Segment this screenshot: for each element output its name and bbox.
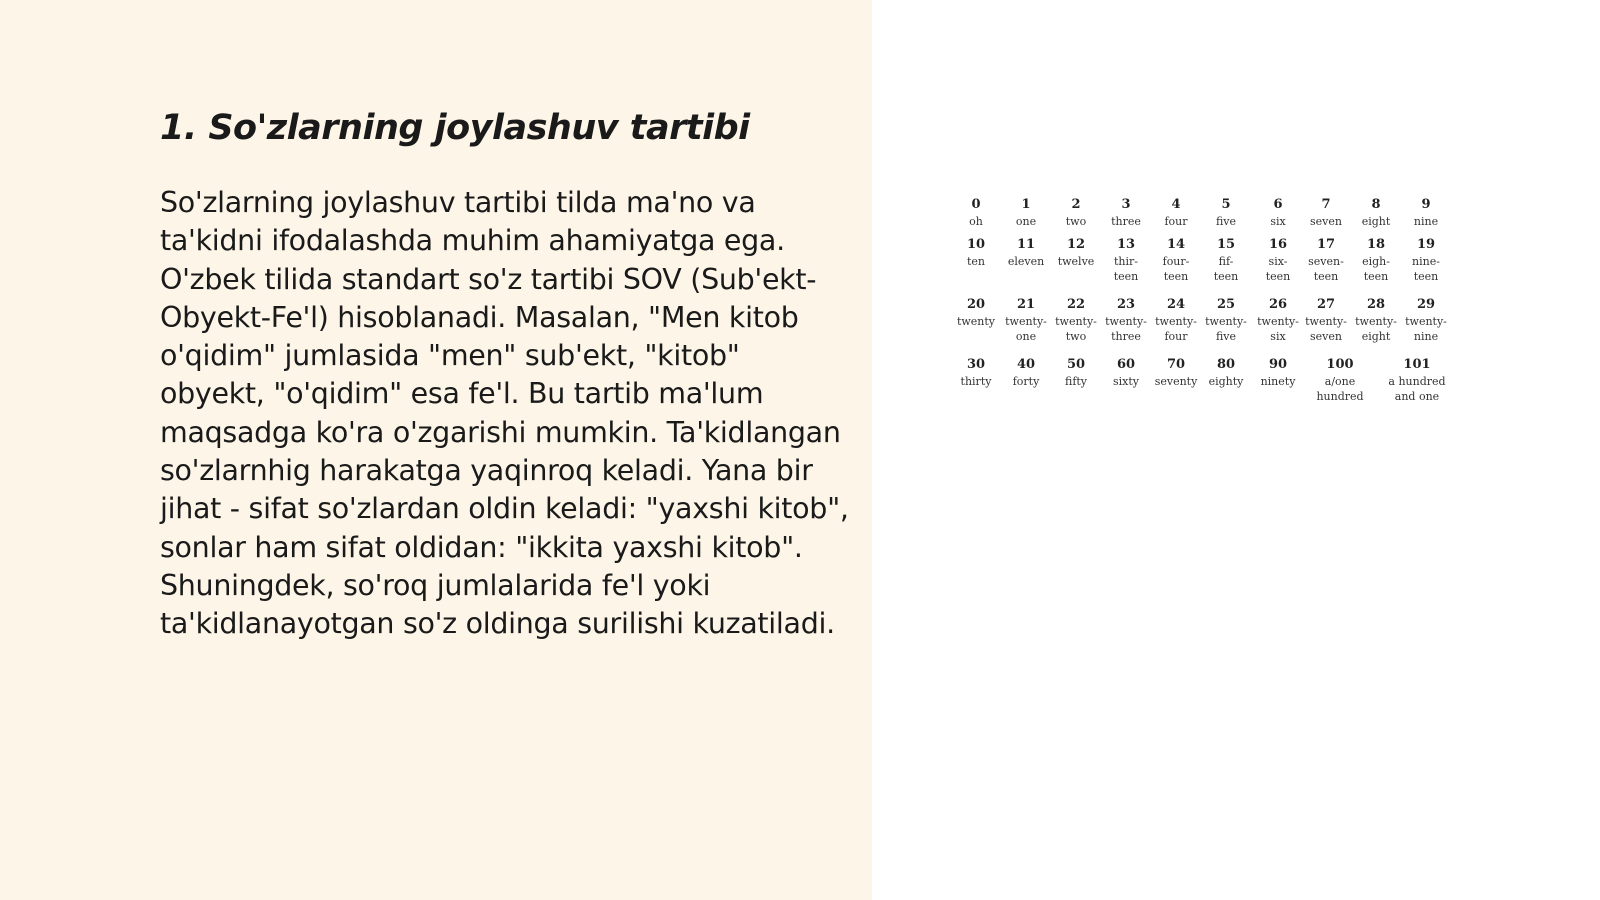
number-digit: 21: [1016, 297, 1036, 312]
number-digit: 101: [1403, 357, 1431, 372]
number-cell: [1209, 356, 1244, 389]
number-cell: [961, 356, 992, 389]
number-word: four-: [1162, 255, 1190, 268]
number-digit: 18: [1366, 237, 1386, 252]
number-digit: 7: [1321, 197, 1331, 212]
number-word: thirty: [960, 375, 992, 388]
number-word: two: [1065, 330, 1087, 343]
number-word: ninety: [1260, 375, 1296, 388]
number-word: eight: [1361, 330, 1391, 343]
number-digit: 15: [1216, 237, 1236, 252]
number-digit: 9: [1421, 197, 1431, 212]
number-word: nine-: [1412, 255, 1440, 268]
number-cell: [1205, 296, 1247, 344]
number-digit: 26: [1268, 297, 1288, 312]
number-word: and one: [1394, 390, 1440, 403]
number-cell: [1155, 356, 1198, 389]
number-cell: [1164, 196, 1187, 229]
number-digit: 90: [1268, 357, 1288, 372]
number-digit: 8: [1371, 197, 1381, 212]
number-cell: [1316, 356, 1363, 404]
number-cell: [1308, 236, 1344, 284]
number-digit: 2: [1071, 197, 1081, 212]
number-word: sixty: [1112, 375, 1140, 388]
number-digit: 17: [1316, 237, 1336, 252]
number-digit: 80: [1216, 357, 1236, 372]
number-cell: [1310, 196, 1342, 229]
number-word: thir-: [1114, 255, 1138, 268]
number-digit: 40: [1016, 357, 1036, 372]
number-word: two: [1065, 215, 1087, 228]
number-digit: 1: [1021, 197, 1031, 212]
number-digit: 27: [1316, 297, 1336, 312]
number-digit: 4: [1171, 197, 1181, 212]
number-cell: [1113, 356, 1139, 389]
number-word: teen: [1265, 270, 1291, 283]
number-cell: [967, 236, 985, 269]
number-word: teen: [1313, 270, 1339, 283]
number-cell: [1414, 196, 1438, 229]
number-cell: [1016, 196, 1036, 229]
number-word: teen: [1213, 270, 1239, 283]
number-digit: 6: [1273, 197, 1283, 212]
number-digit: 28: [1366, 297, 1386, 312]
number-cell: [1388, 356, 1445, 404]
number-word: twelve: [1057, 255, 1095, 268]
number-digit: 19: [1416, 237, 1436, 252]
number-word: one: [1015, 330, 1037, 343]
number-cell: [1412, 236, 1440, 284]
number-cell: [1114, 236, 1139, 284]
number-digit: 11: [1016, 237, 1036, 252]
number-word: three: [1111, 330, 1141, 343]
number-digit: 70: [1166, 357, 1186, 372]
number-word: teen: [1113, 270, 1139, 283]
number-word: twenty-: [1155, 315, 1197, 328]
number-cell: [1013, 356, 1040, 389]
number-word: oh: [969, 215, 983, 228]
number-word: hundred: [1316, 390, 1364, 403]
number-digit: 12: [1066, 237, 1086, 252]
number-cell: [1066, 196, 1086, 229]
number-cell: [1008, 236, 1044, 269]
number-cell: [1065, 356, 1087, 389]
number-word: five: [1215, 215, 1237, 228]
number-cell: [1058, 236, 1095, 269]
number-cell: [1155, 296, 1197, 344]
number-word: fifty: [1064, 375, 1088, 388]
number-digit: 50: [1066, 357, 1086, 372]
number-word: a hundred: [1388, 375, 1446, 388]
number-cell: [1362, 196, 1391, 229]
number-cell: [1355, 296, 1397, 344]
number-digit: 14: [1166, 237, 1186, 252]
number-word: eleven: [1007, 255, 1045, 268]
number-cell: [1214, 236, 1239, 284]
number-word: twenty-: [1005, 315, 1047, 328]
number-word: eight: [1361, 215, 1391, 228]
number-word: twenty-: [1355, 315, 1397, 328]
number-words-figure: [950, 196, 1450, 420]
number-digit: 13: [1116, 237, 1136, 252]
number-word: seven: [1310, 215, 1342, 228]
number-word: twenty: [956, 315, 996, 328]
number-word: six-: [1268, 255, 1288, 268]
slide-body-text: So'zlarning joylashuv tartibi tilda ma'no va ta'kidni ifodalashda muhim ahamiyatga ega. O'zbek tilida standart so'z tartibi SOV (Sub'ekt-Obyekt-Fe'l) hisoblanadi. Masalan, "Men kitob o'qidim" jumlasida "men" sub'ekt, "kitob" obyekt, "o'qidim" esa fe'l. Bu tartib ma'lum maqsadga ko'ra o'zgarishi mumkin. Ta'kidlangan so'zlarnhig harakatga yaqinroq keladi. Yana bir jihat - sifat so'zlardan oldin keladi: "yaxshi kitob", sonlar ham sifat oldidan: "ikkita yaxshi kitob". Shuningdek, so'roq jumlalarida fe'l yoki ta'kidlanayotgan so'z oldinga surilishi kuzatiladi.: [160, 186, 849, 641]
number-word: teen: [1363, 270, 1389, 283]
number-word: four: [1164, 330, 1188, 343]
number-digit: 20: [966, 297, 986, 312]
number-word: eighty: [1208, 375, 1244, 388]
number-word: nine: [1413, 215, 1439, 228]
number-digit: 30: [966, 357, 986, 372]
number-cell: [969, 196, 983, 229]
number-word: eigh-: [1362, 255, 1390, 268]
number-word: six: [1270, 215, 1286, 228]
number-cell: [1163, 236, 1190, 284]
number-digit: 10: [966, 237, 986, 252]
number-digit: 23: [1116, 297, 1136, 312]
number-word: ten: [966, 255, 985, 268]
number-word: one: [1015, 215, 1037, 228]
number-digit: 100: [1326, 357, 1354, 372]
number-cell: [1216, 196, 1236, 229]
number-cell: [1111, 196, 1141, 229]
number-cell: [1257, 296, 1299, 344]
number-word: three: [1111, 215, 1141, 228]
number-cell: [1266, 236, 1291, 284]
number-cell: [1362, 236, 1390, 284]
number-cell: [957, 296, 995, 329]
slide-title: 1. So'zlarning joylashuv tartibi: [160, 108, 750, 148]
number-cell: [1005, 296, 1047, 344]
number-digit: 25: [1216, 297, 1236, 312]
number-cell: [1305, 296, 1347, 344]
number-word: twenty-: [1205, 315, 1247, 328]
number-word: four: [1164, 215, 1188, 228]
number-digit: 0: [971, 197, 981, 212]
number-word: twenty-: [1405, 315, 1447, 328]
number-word: seven-: [1308, 255, 1344, 268]
number-cell: [1105, 296, 1147, 344]
number-cell: [1270, 196, 1285, 229]
number-word: teen: [1163, 270, 1189, 283]
number-cell: [1055, 296, 1097, 344]
number-cell: [1261, 356, 1296, 389]
number-digit: 16: [1268, 237, 1288, 252]
number-word: seven: [1310, 330, 1342, 343]
number-digit: 3: [1121, 197, 1131, 212]
number-digit: 5: [1221, 197, 1231, 212]
number-word: six: [1270, 330, 1286, 343]
number-word: twenty-: [1055, 315, 1097, 328]
number-digit: 60: [1116, 357, 1136, 372]
number-word: twenty-: [1305, 315, 1347, 328]
number-digit: 29: [1416, 297, 1436, 312]
number-word: seventy: [1154, 375, 1198, 388]
number-word: forty: [1012, 375, 1040, 388]
number-word: nine: [1413, 330, 1439, 343]
number-word: fif-: [1218, 255, 1234, 268]
number-cell: [1405, 296, 1447, 344]
number-digit: 24: [1166, 297, 1186, 312]
number-digit: 22: [1066, 297, 1086, 312]
number-word: twenty-: [1105, 315, 1147, 328]
number-word: twenty-: [1257, 315, 1299, 328]
number-word: a/one: [1324, 375, 1356, 388]
number-word: teen: [1413, 270, 1439, 283]
number-word: five: [1215, 330, 1237, 343]
